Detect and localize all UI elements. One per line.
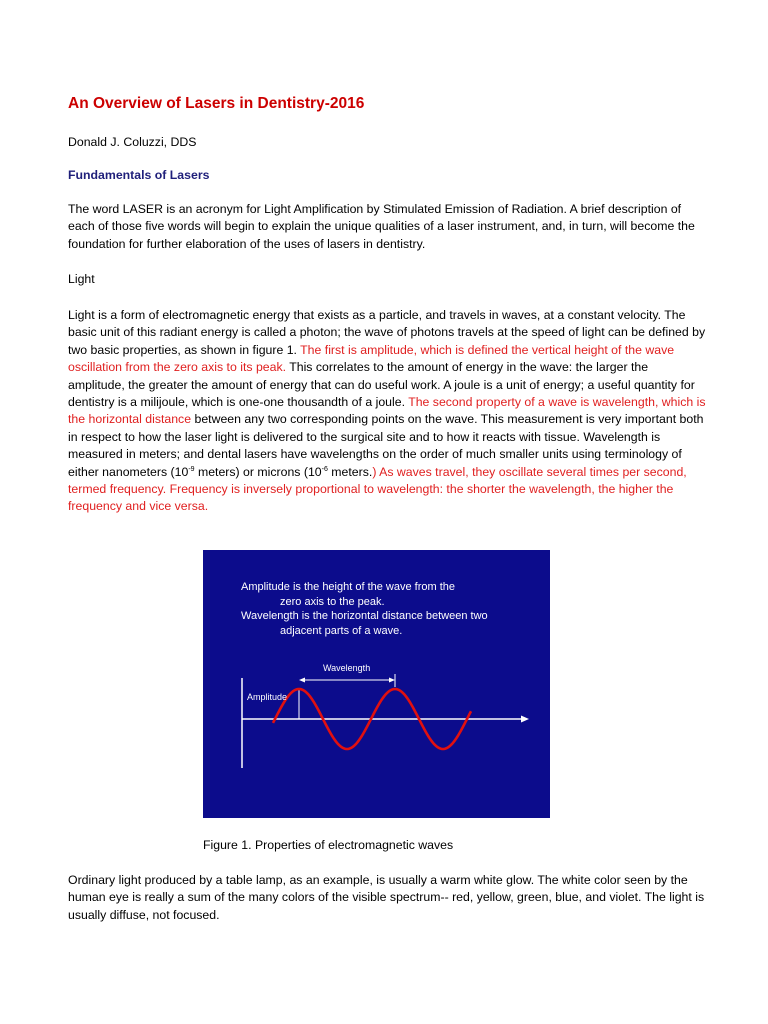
amplitude-definition: The first is amplitude, which is defined the vertical height of the wave oscillation from the zero axis to its peak. — [68, 342, 675, 375]
nanometer-exponent: -9 — [188, 465, 195, 473]
light-text-3: between any two corresponding points on the wave. This measurement is very important both in respect to how the laser light is delivered to the surgical site and to how it reacts with tissue. Wavelength is measured in meters; and dental lasers have wavelengths on the order of much smaller units using terminology of either nanometers (10 — [68, 412, 704, 479]
light-subheading: Light — [68, 272, 95, 286]
section-heading: Fundamentals of Lasers — [68, 168, 210, 182]
frequency-definition: ) As waves travel, they oscillate several times per second, termed frequency. Frequency is inversely proportional to wavelength: the shorter the wavelength, the higher the frequency and vice versa. — [68, 464, 687, 514]
document-title: An Overview of Lasers in Dentistry-2016 — [68, 95, 365, 112]
micron-exponent: -6 — [321, 465, 328, 473]
amplitude-label: Amplitude — [247, 692, 288, 702]
wavelength-arrow-right — [389, 678, 395, 683]
light-text-2: This correlates to the amount of energy in the wave: the larger the amplitude, the greater the amount of energy that can do useful work. A joule is a unit of energy; a useful quantity for dentistry is a milijoule, which is one-one thousandth of a joule. — [68, 360, 695, 410]
figure-caption: Figure 1. Properties of electromagnetic waves — [203, 838, 454, 852]
figure-text-line-3: Wavelength is the horizontal distance between two — [241, 610, 488, 622]
intro-paragraph: The word LASER is an acronym for Light Amplification by Stimulated Emission of Radiation. A brief description of each of those five words will begin to explain the unique qualities of a laser instrument, and, in turn, will become the foundation for further elaboration of the uses of lasers in dentistry. — [68, 202, 695, 251]
light-text-1: Light is a form of electromagnetic energy that exists as a particle, and travels in waves, at a constant velocity. The basic unit of this radiant energy is called a photon; the wave of photons travels at the speed of light can be defined by two basic properties, as shown in figure 1. — [68, 308, 706, 357]
wavelength-definition: The second property of a wave is wavelength, which is the horizontal distance — [68, 395, 706, 427]
light-text-5: meters. — [327, 464, 373, 479]
wave-properties-figure — [203, 550, 550, 818]
ordinary-light-paragraph: Ordinary light produced by a table lamp, as an example, is usually a warm white glow. The white color seen by the human eye is really a sum of the many colors of the visible spectrum-- red, yellow, green, blue, and violet. The light is usually diffuse, not focused. — [68, 873, 705, 922]
figure-text-line-4: adjacent parts of a wave. — [280, 624, 403, 637]
author-line: Donald J. Coluzzi, DDS — [68, 135, 197, 149]
zero-axis-arrow — [521, 716, 529, 723]
light-paragraph — [68, 307, 708, 516]
light-text-4: meters) or microns (10 — [194, 464, 322, 479]
figure-text-line-1: Amplitude is the height of the wave from the — [241, 581, 456, 593]
figure-text-line-2: zero axis to the peak. — [280, 595, 385, 608]
wavelength-arrow-left — [299, 678, 305, 683]
wavelength-label: Wavelength — [323, 663, 371, 673]
